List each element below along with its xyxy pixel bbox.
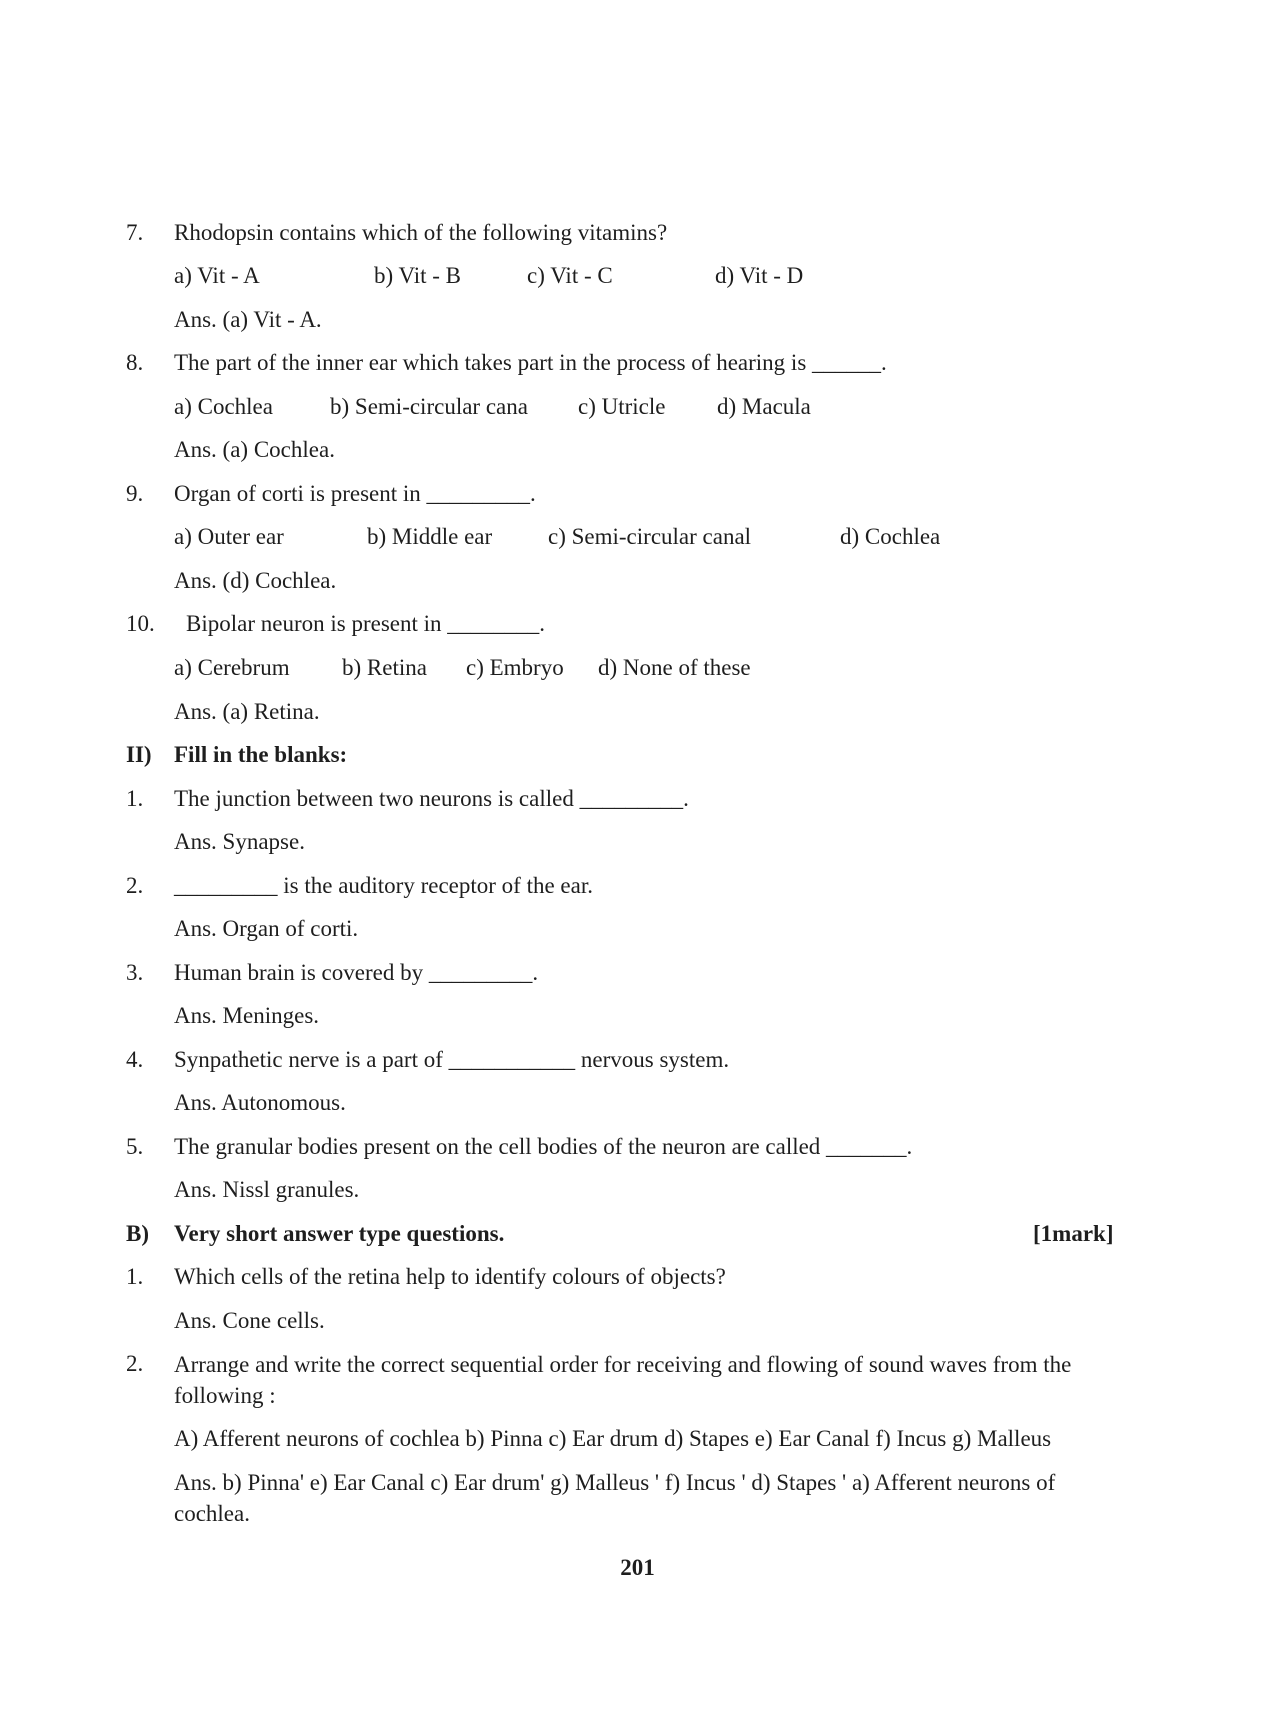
- option-b: b) Semi-circular cana: [330, 394, 528, 419]
- answer: Ans. (a) Retina.: [174, 699, 320, 724]
- question-number: 8.: [126, 350, 144, 375]
- option-a: a) Vit - A: [174, 263, 260, 288]
- answer: Ans. (d) Cochlea.: [174, 568, 337, 593]
- page-number: 201: [620, 1555, 655, 1580]
- option-b: b) Retina: [342, 655, 427, 680]
- question-number: 10.: [126, 611, 155, 636]
- item-number: 1.: [126, 1264, 144, 1289]
- section-marks: [1mark]: [1033, 1221, 1114, 1246]
- option-a: a) Cochlea: [174, 394, 273, 419]
- option-d: d) Macula: [717, 394, 811, 419]
- option-a: a) Outer ear: [174, 524, 284, 549]
- question-number: 7.: [126, 220, 144, 245]
- option-c: c) Vit - C: [527, 263, 613, 288]
- option-d: d) Cochlea: [840, 524, 941, 549]
- option-d: d) None of these: [598, 655, 751, 680]
- item-question: Which cells of the retina help to identify colours of objects?: [174, 1264, 726, 1289]
- option-c: c) Utricle: [578, 394, 666, 419]
- section-title: Very short answer type questions.: [174, 1221, 505, 1246]
- item-number: 3.: [126, 960, 144, 985]
- option-c: c) Semi-circular canal: [548, 524, 752, 549]
- item-list: A) Afferent neurons of cochlea b) Pinna c) Ear drum d) Stapes e) Ear Canal f) Incus g) Malleus: [174, 1426, 1052, 1451]
- option-b: b) Vit - B: [374, 263, 462, 288]
- option-d: d) Vit - D: [715, 263, 804, 288]
- option-b: b) Middle ear: [367, 524, 493, 549]
- section-label: B): [126, 1221, 149, 1246]
- question-number: 9.: [126, 481, 144, 506]
- item-question: _________ is the auditory receptor of the ear.: [174, 873, 593, 898]
- item-number: 2.: [126, 873, 144, 898]
- item-question: Human brain is covered by _________.: [174, 960, 539, 985]
- section-title: Fill in the blanks:: [174, 742, 348, 767]
- answer: Ans. (a) Vit - A.: [174, 307, 322, 332]
- item-answer: Ans. Cone cells.: [174, 1308, 325, 1333]
- section-label: II): [126, 742, 152, 767]
- item-number: 4.: [126, 1047, 144, 1072]
- item-question: The junction between two neurons is called _________.: [174, 786, 689, 811]
- item-answer: Ans. Synapse.: [174, 829, 305, 854]
- item-number: 5.: [126, 1134, 144, 1159]
- item-answer: Ans. b) Pinna' e) Ear Canal c) Ear drum' g) Malleus ' f) Incus ' d) Stapes ' a) Afferent neurons of cochlea.: [174, 1470, 1056, 1526]
- item-answer: Ans. Organ of corti.: [174, 916, 359, 941]
- item-number: 2.: [126, 1351, 144, 1376]
- answer: Ans. (a) Cochlea.: [174, 437, 335, 462]
- option-a: a) Cerebrum: [174, 655, 290, 680]
- item-question: Synpathetic nerve is a part of ___________ nervous system.: [174, 1047, 730, 1072]
- item-question: The granular bodies present on the cell bodies of the neuron are called _______.: [174, 1134, 913, 1159]
- item-answer: Ans. Autonomous.: [174, 1090, 346, 1115]
- question-text: Bipolar neuron is present in ________.: [186, 611, 546, 636]
- item-question: Arrange and write the correct sequential order for receiving and flowing of sound waves from the following :: [174, 1352, 1072, 1408]
- item-number: 1.: [126, 786, 144, 811]
- question-text: Organ of corti is present in _________.: [174, 481, 536, 506]
- item-answer: Ans. Nissl granules.: [174, 1177, 360, 1202]
- question-text: Rhodopsin contains which of the following vitamins?: [174, 220, 668, 245]
- option-c: c) Embryo: [466, 655, 564, 680]
- question-text: The part of the inner ear which takes part in the process of hearing is ______.: [174, 350, 887, 375]
- item-answer: Ans. Meninges.: [174, 1003, 320, 1028]
